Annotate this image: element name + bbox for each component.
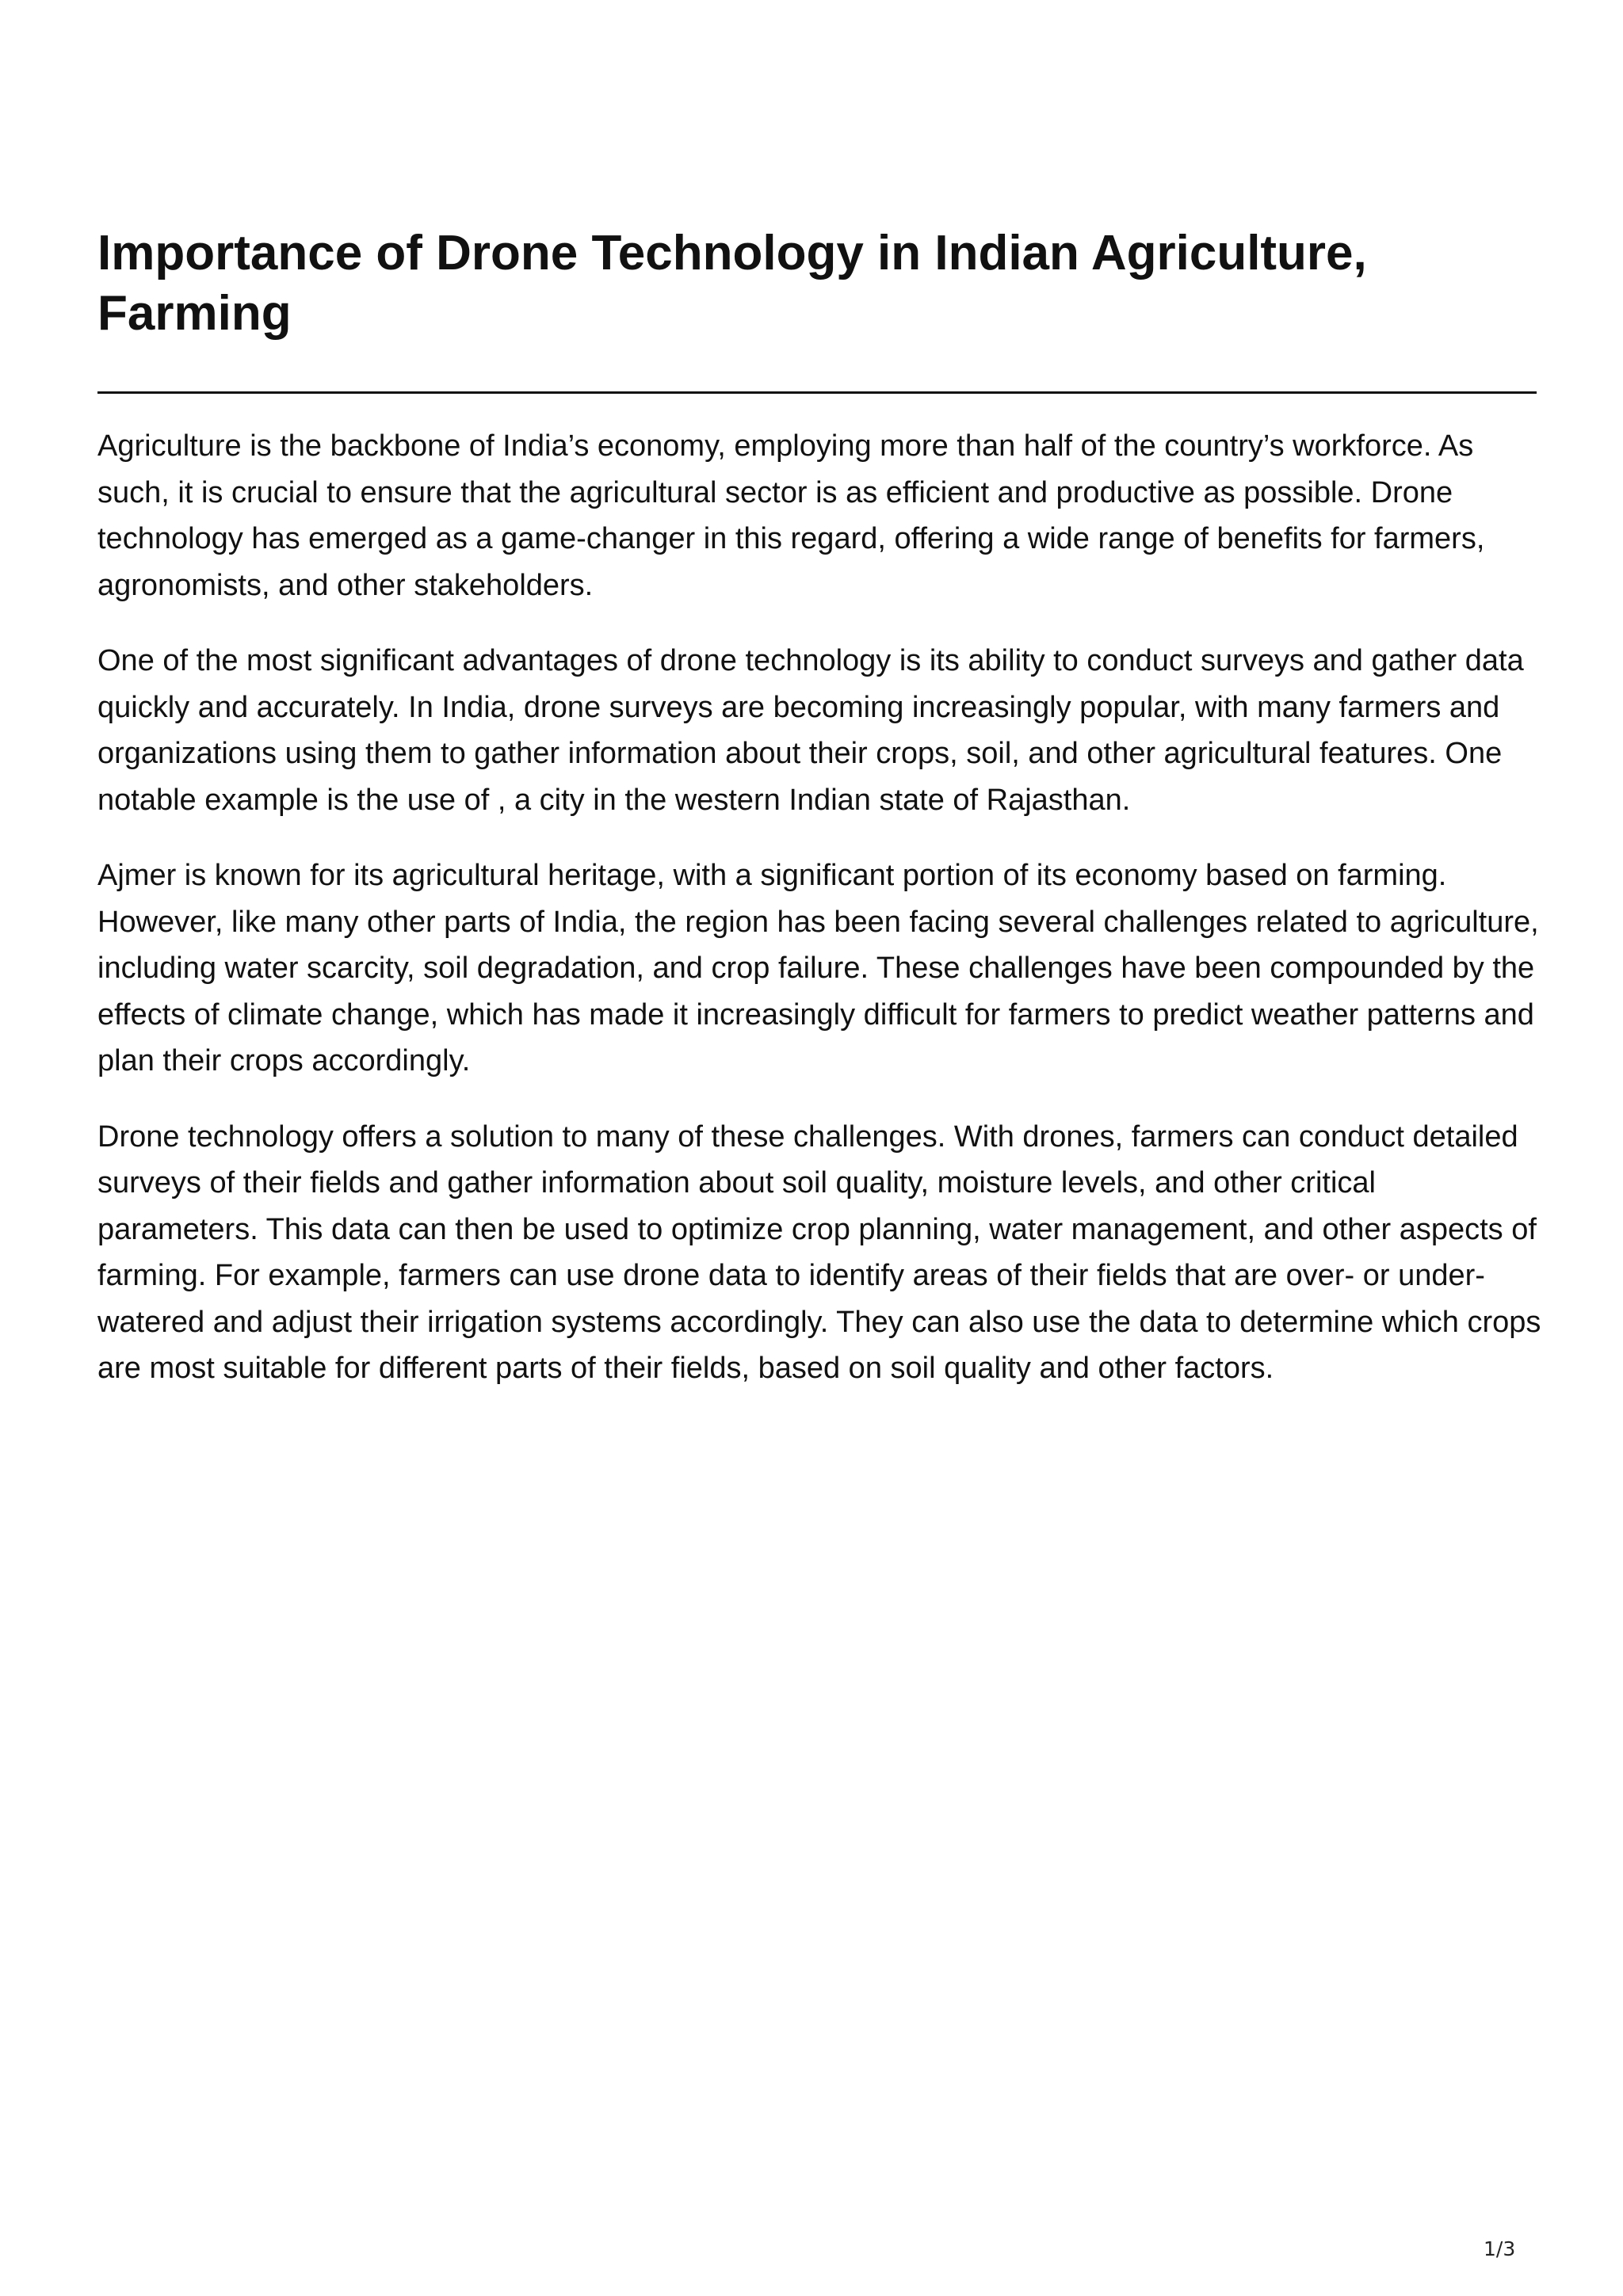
paragraph-intro: Agriculture is the backbone of India’s economy, employing more than half of the country’s workforce. As such, it is crucial to ensure that the agricultural sector is as efficient and productive as possible. Drone technology has emerged as a game-changer in this regard, offering a wide range of benefits for farmers, agronomists, and other stakeholders. bbox=[97, 429, 1485, 602]
title-divider bbox=[97, 391, 1537, 394]
page-number: 1/3 bbox=[1484, 2237, 1516, 2260]
paragraph-drone-surveys: One of the most significant advantages of drone technology is its ability to conduct surveys and gather data quickly and accurately. In India, drone surveys are becoming increasingly popular, with many farmers and organizations using them to gather information about their crops, soil, and other agricultural features. One notable example is the use of , a city in the western Indian state of Rajasthan. bbox=[97, 644, 1524, 817]
paragraph-drone-solution: Drone technology offers a solution to many of these challenges. With drones, farmers can conduct detailed surveys of their fields and gather information about soil quality, moisture levels, and other critical parameters. This data can then be used to optimize crop planning, water management, and other aspects of farming. For example, farmers can use drone data to identify areas of their fields that are over- or under-watered and adjust their irrigation systems accordingly. They can also use the data to determine which crops are most suitable for different parts of their fields, based on soil quality and other factors. bbox=[97, 1119, 1541, 1385]
paragraph-ajmer: Ajmer is known for its agricultural heritage, with a significant portion of its economy based on farming. However, like many other parts of India, the region has been facing several challenges related to agriculture, including water scarcity, soil degradation, and crop failure. These challenges have been compounded by the effects of climate change, which has made it increasingly difficult for farmers to predict weather patterns and plan their crops accordingly. bbox=[97, 859, 1539, 1077]
article-body bbox=[97, 423, 1541, 1421]
page-title: Importance of Drone Technology in Indian Agriculture, Farming bbox=[97, 226, 1367, 341]
